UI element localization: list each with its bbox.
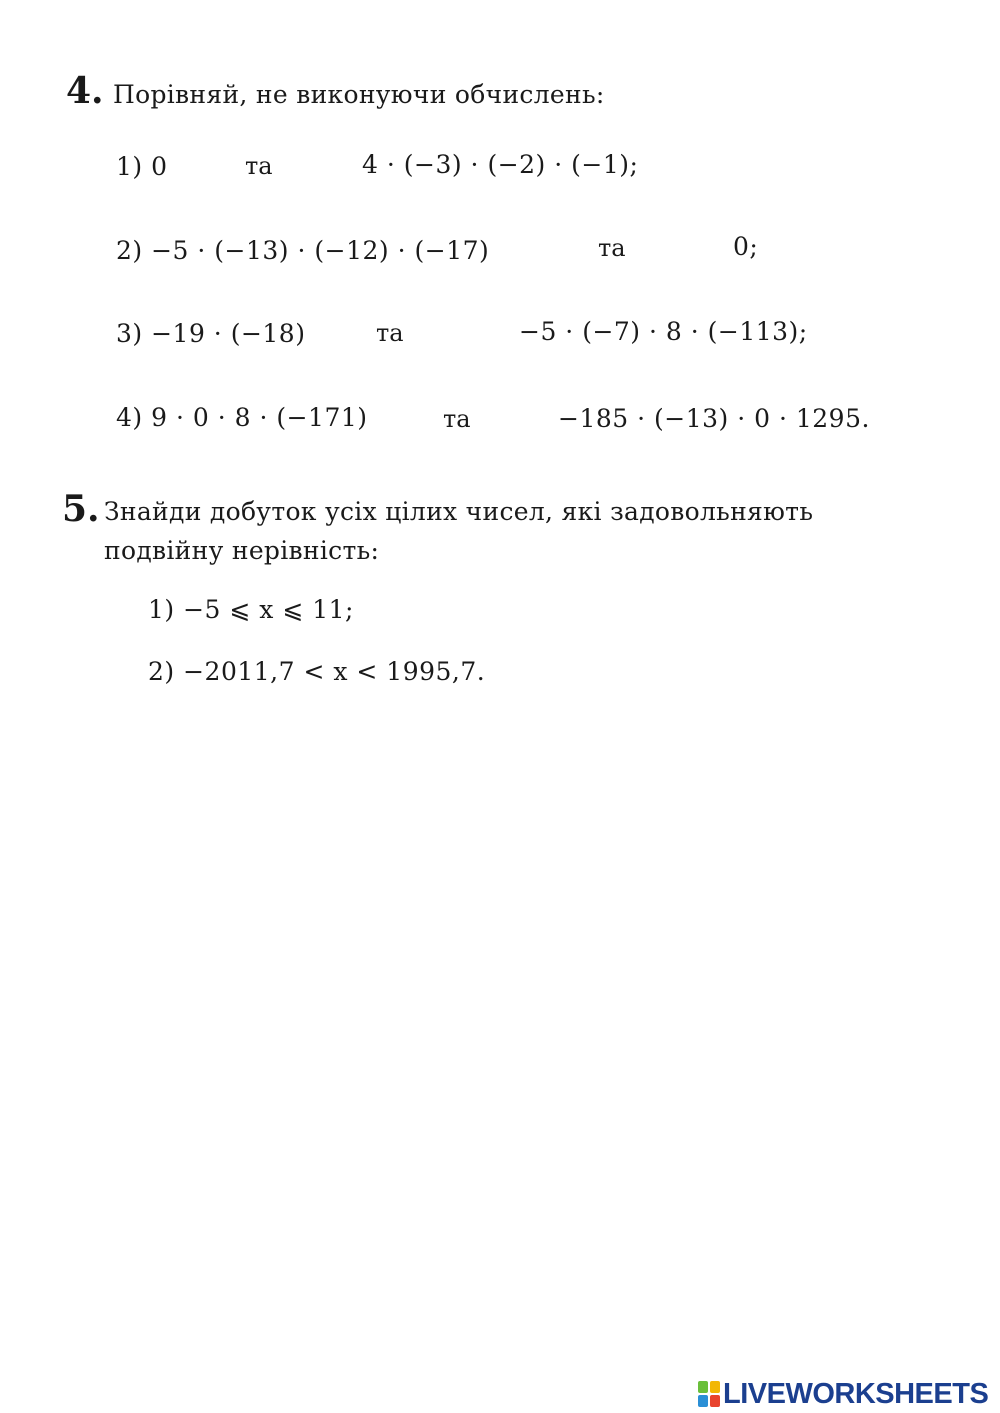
- task-4-prompt: Порівняй, не виконуючи обчислень:: [113, 80, 605, 109]
- liveworksheets-mark-icon: [698, 1381, 720, 1407]
- task-5-item-2: 2) −2011,7 < x < 1995,7.: [148, 657, 486, 686]
- task-4-item-4-conj: та: [443, 405, 471, 433]
- task-4-number: 4.: [66, 70, 104, 112]
- logo-square-blue: [698, 1395, 708, 1407]
- logo-square-yellow: [710, 1381, 720, 1393]
- task-5-prompt-line-2: подвійну нерівність:: [104, 536, 380, 565]
- task-4-item-1-conj: та: [245, 152, 273, 180]
- task-4-item-3-left: 3) −19 · (−18): [116, 319, 306, 348]
- task-4-item-3-conj: та: [376, 319, 404, 347]
- task-5-prompt-line-1: Знайди добуток усіх цілих чисел, які задовольняють: [104, 497, 814, 526]
- task-4-item-1-right: 4 · (−3) · (−2) · (−1);: [362, 150, 639, 179]
- liveworksheets-logo-text: LIVEWORKSHEETS: [723, 1377, 989, 1410]
- task-4-item-2-right: 0;: [733, 232, 759, 261]
- task-5-item-1: 1) −5 ⩽ x ⩽ 11;: [148, 595, 354, 624]
- task-4-item-4-right: −185 · (−13) · 0 · 1295.: [558, 404, 870, 433]
- task-4-item-2-conj: та: [598, 234, 626, 262]
- task-5-number: 5.: [62, 488, 100, 530]
- task-4-item-4-left: 4) 9 · 0 · 8 · (−171): [116, 403, 368, 432]
- liveworksheets-logo: [698, 1376, 988, 1412]
- task-4-item-3-right: −5 · (−7) · 8 · (−113);: [519, 317, 808, 346]
- task-4-item-2-left: 2) −5 · (−13) · (−12) · (−17): [116, 236, 490, 265]
- task-4-item-1-left: 1) 0: [116, 152, 168, 181]
- logo-square-red: [710, 1395, 720, 1407]
- logo-square-green: [698, 1381, 708, 1393]
